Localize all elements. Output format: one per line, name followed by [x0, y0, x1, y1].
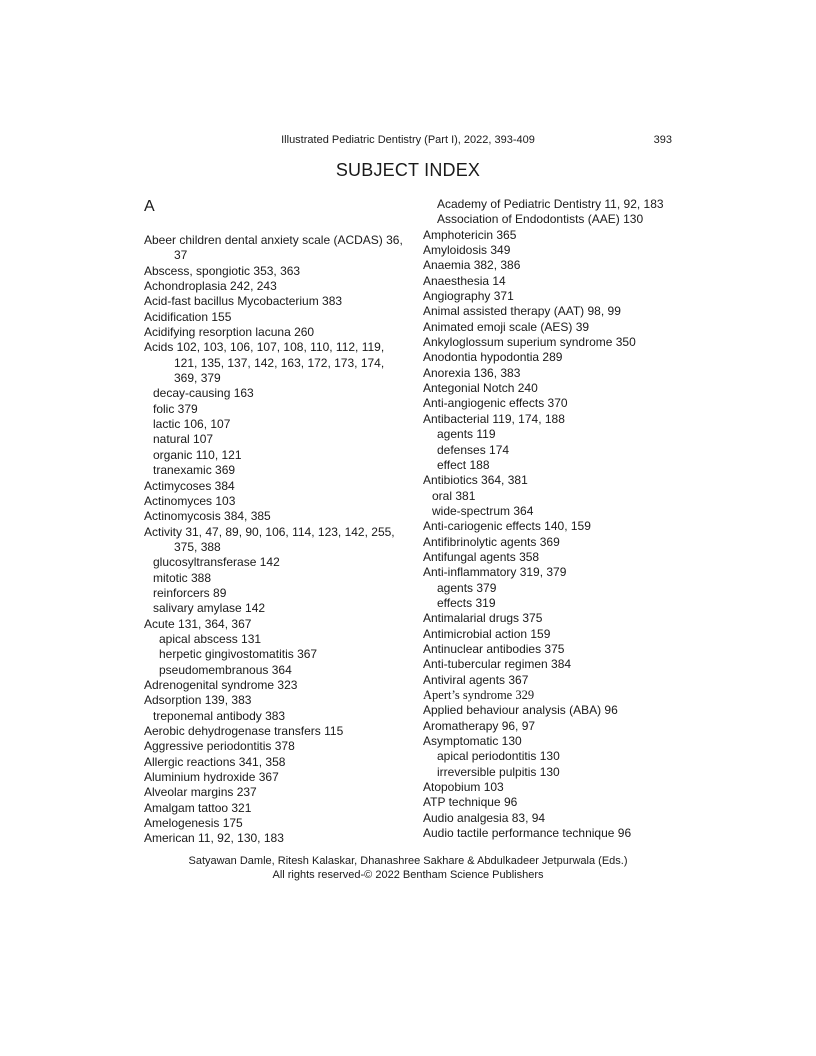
index-subentry: salivary amylase 142 — [153, 601, 266, 616]
index-subentry: glucosyltransferase 142 — [153, 555, 280, 570]
index-entry: Abscess, spongiotic 353, 363 — [144, 263, 301, 278]
index-entry: American 11, 92, 130, 183 — [144, 831, 284, 846]
index-entry: Amelogenesis 175 — [144, 816, 243, 831]
index-entry: Acidification 155 — [144, 309, 232, 324]
index-subentry: oral 381 — [432, 488, 476, 503]
index-subentry: mitotic 388 — [153, 570, 212, 585]
index-entry: Anti-angiogenic effects 370 — [423, 396, 568, 411]
index-subentry: tranexamic 369 — [153, 463, 236, 478]
index-entry: Anaesthesia 14 — [423, 273, 506, 288]
index-entry: Achondroplasia 242, 243 — [144, 279, 277, 294]
index-entry: Ankyloglossum superium syndrome 350 — [423, 335, 636, 350]
footer — [0, 854, 816, 882]
index-entry: Anodontia hypodontia 289 — [423, 350, 563, 365]
index-entry: Asymptomatic 130 — [423, 734, 522, 749]
index-subentry: pseudomembranous 364 — [159, 662, 292, 677]
index-entry: ATP technique 96 — [423, 795, 518, 810]
index-subentry: effect 188 — [437, 457, 490, 472]
index-entry: Angiography 371 — [423, 289, 514, 304]
index-entry: Amyloidosis 349 — [423, 243, 511, 258]
index-entry: Aerobic dehydrogenase transfers 115 — [144, 724, 344, 738]
index-column-right — [423, 197, 683, 841]
index-entry: Audio tactile performance technique 96 — [423, 826, 632, 841]
index-entry: Allergic reactions 341, 358 — [144, 754, 286, 769]
index-subentry: treponemal antibody 383 — [153, 708, 286, 723]
index-subentry: folic 379 — [153, 401, 198, 416]
index-entry: Anti-inflammatory 319, 379 — [423, 565, 567, 580]
index-entry: Anti-cariogenic effects 140, 159 — [423, 519, 591, 534]
index-subentry: agents 119 — [437, 427, 496, 442]
running-head — [0, 133, 816, 147]
index-subentry: organic 110, 121 — [153, 447, 242, 462]
index-entry: Acid-fast bacillus Mycobacterium 383 — [144, 294, 343, 309]
index-entry: Adrenogenital syndrome 323 — [144, 677, 298, 692]
index-subentry: wide-spectrum 364 — [432, 503, 534, 518]
index-subentry: apical abscess 131 — [159, 631, 262, 646]
index-entry: Antibacterial 119, 174, 188 — [423, 411, 565, 426]
index-entry: Antinuclear antibodies 375 — [423, 641, 565, 656]
index-entry: Acute 131, 364, 367 — [144, 616, 252, 631]
index-entry: Anorexia 136, 383 — [423, 365, 521, 380]
index-subentry: herpetic gingivostomatitis 367 — [159, 647, 318, 662]
index-entry: Aluminium hydroxide 367 — [144, 770, 279, 785]
index-subentry: apical periodontitis 130 — [437, 749, 560, 764]
index-entry: Alveolar margins 237 — [144, 785, 257, 800]
index-entry: Audio analgesia 83, 94 — [423, 810, 546, 825]
index-subentry: Association of Endodontists (AAE) 130 — [437, 212, 644, 227]
index-entry: Antiviral agents 367 — [423, 672, 529, 687]
index-subentry: irreversible pulpitis 130 — [437, 764, 560, 779]
index-entry: Atopobium 103 — [423, 780, 504, 795]
index-entry: Adsorption 139, 383 — [144, 693, 252, 708]
index-subentry: reinforcers 89 — [153, 585, 227, 600]
index-entry: Antibiotics 364, 381 — [423, 473, 528, 488]
index-subentry: natural 107 — [153, 432, 214, 447]
index-entry: Activity 31, 47, 89, 90, 106, 114, 123, 142, 255, 375, 388 — [144, 524, 395, 554]
index-entry: Amphotericin 365 — [423, 227, 517, 242]
index-entry: Antimicrobial action 159 — [423, 626, 551, 641]
index-entry: Antifibrinolytic agents 369 — [423, 534, 560, 549]
index-entry: Anaemia 382, 386 — [423, 258, 521, 273]
index-subentry: lactic 106, 107 — [153, 417, 231, 432]
index-entry: Abeer children dental anxiety scale (ACDAS) 36, 37 — [144, 233, 403, 263]
index-column-left — [144, 197, 406, 847]
footer-editors: Satyawan Damle, Ritesh Kalaskar, Dhanashree Sakhare & Abdulkadeer Jetpurwala (Eds.) — [188, 855, 628, 867]
index-entry: Actimycoses 384 — [144, 478, 235, 493]
index-subentry: defenses 174 — [437, 442, 510, 457]
index-subentry: agents 379 — [437, 580, 497, 595]
index-entry: Actinomycosis 384, 385 — [144, 509, 271, 524]
section-letter: A — [144, 198, 155, 215]
right-entries — [423, 197, 683, 841]
index-entry: Acidifying resorption lacuna 260 — [144, 325, 315, 340]
index-entry: Aggressive periodontitis 378 — [144, 739, 295, 754]
index-entry: Antegonial Notch 240 — [423, 381, 538, 396]
index-entry: Applied behaviour analysis (ABA) 96 — [423, 703, 618, 718]
index-entry: Amalgam tattoo 321 — [144, 800, 252, 815]
index-title: SUBJECT INDEX — [335, 160, 481, 180]
left-entries — [144, 233, 406, 847]
footer-rights: All rights reserved-© 2022 Bentham Science Publishers — [272, 869, 544, 881]
index-entry: Animated emoji scale (AES) 39 — [423, 319, 590, 334]
index-subentry: Academy of Pediatric Dentistry 11, 92, 183 — [437, 197, 664, 211]
index-subentry: decay-causing 163 — [153, 386, 254, 401]
index-entry: Antimalarial drugs 375 — [423, 611, 543, 626]
index-entry: Apert’s syndrome 329 — [423, 688, 535, 702]
index-entry: Antifungal agents 358 — [423, 549, 540, 564]
index-entry: Anti-tubercular regimen 384 — [423, 657, 572, 672]
index-entry: Actinomyces 103 — [144, 493, 236, 508]
index-entry: Acids 102, 103, 106, 107, 108, 110, 112, 119, 121, 135, 137, 142, 163, 172, 173, 174, 369, 379 — [144, 340, 385, 386]
index-entry: Aromatherapy 96, 97 — [423, 718, 536, 733]
index-subentry: effects 319 — [437, 595, 496, 610]
page-number: 393 — [653, 134, 672, 146]
index-entry: Animal assisted therapy (AAT) 98, 99 — [423, 304, 621, 319]
running-head-title: Illustrated Pediatric Dentistry (Part I), 2022, 393-409 — [281, 134, 535, 146]
